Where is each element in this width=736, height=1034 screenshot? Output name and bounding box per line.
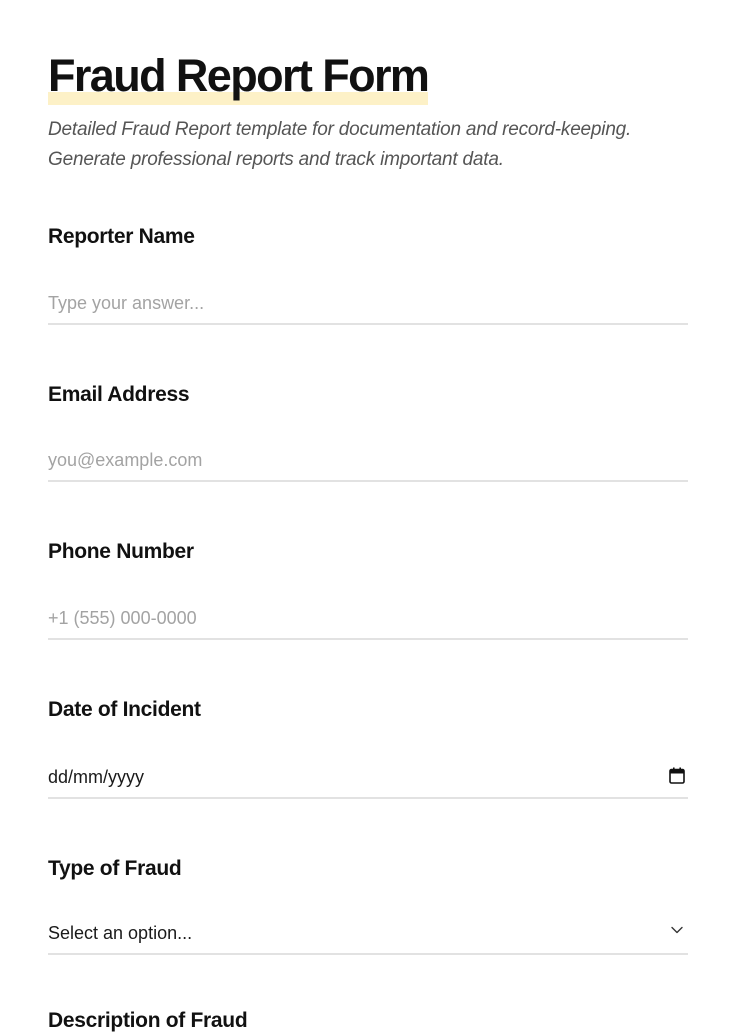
page-title: Fraud Report Form [48,50,429,101]
reporter-name-label: Reporter Name [48,225,195,248]
field-email-address [48,382,688,408]
calendar-icon[interactable] [669,767,685,784]
phone-number-label: Phone Number [48,540,194,563]
field-description-of-fraud [48,1008,688,1034]
field-date-of-incident [48,697,688,787]
date-input[interactable] [48,759,688,799]
reporter-name-input[interactable] [48,291,648,315]
date-value: dd/mm/yyyy [48,767,145,787]
field-type-of-fraud [48,856,688,943]
email-input[interactable] [48,448,648,472]
description-of-fraud-label: Description of Fraud [48,1009,248,1032]
chevron-down-icon [670,925,684,935]
fraud-type-selected: Select an option... [48,923,193,943]
email-address-label: Email Address [48,383,190,406]
fraud-type-select[interactable] [48,915,688,955]
date-of-incident-label: Date of Incident [48,698,201,721]
reporter-name-control [48,285,688,325]
page-subtitle: Detailed Fraud Report template for documentation and record-keeping. Generate professional reports and track important data. [48,119,632,170]
phone-number-control [48,600,688,640]
email-address-control [48,442,688,482]
phone-input[interactable] [48,606,648,630]
field-reporter-name [48,224,688,250]
field-phone-number [48,539,688,565]
title-wrap [48,52,428,100]
type-of-fraud-label: Type of Fraud [48,857,182,880]
